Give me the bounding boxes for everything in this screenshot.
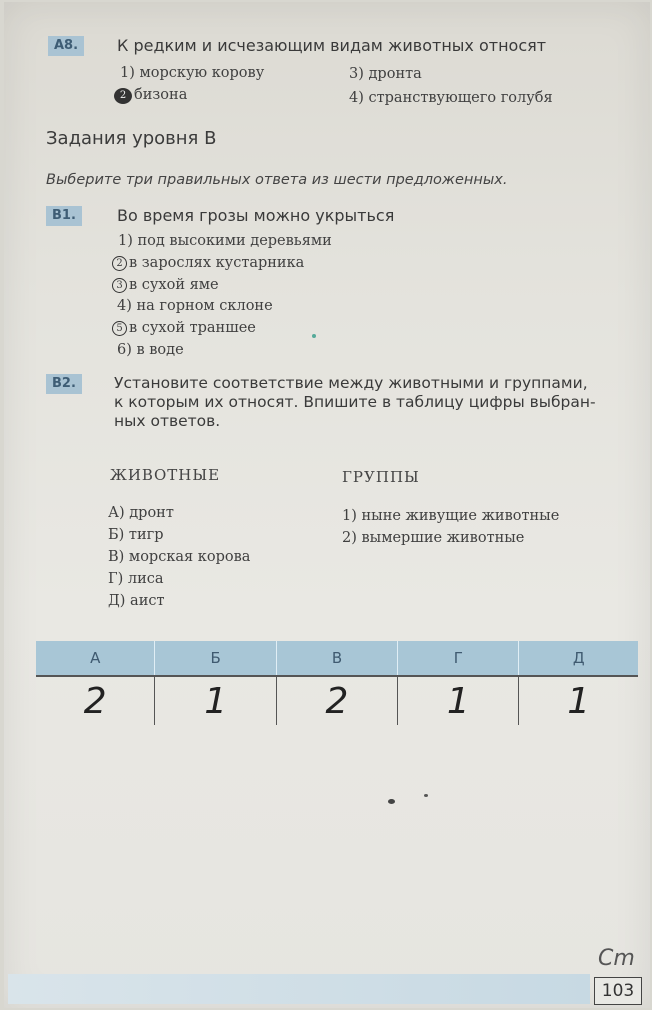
question-label-b2: В2. <box>46 374 82 394</box>
question-text-a8: К редким и исчезающим видам животных относят <box>117 36 547 55</box>
ink-speck <box>424 794 428 797</box>
section-title: Задания уровня В <box>46 128 217 149</box>
ink-speck <box>388 799 395 804</box>
answer-cell[interactable]: 1 <box>398 676 519 725</box>
groups-heading: ГРУППЫ <box>342 468 420 486</box>
header-cell: Б <box>155 641 276 676</box>
circled-answer-icon: 5 <box>112 321 127 336</box>
textbook-page <box>4 2 650 1008</box>
a8-option-4: 4) странствующего голубя <box>349 90 553 106</box>
question-text-b1: Во время грозы можно укрыться <box>117 206 395 225</box>
answer-cell[interactable]: 2 <box>36 676 155 725</box>
question-label-b1: В1. <box>46 206 82 226</box>
list-item: 2) вымершие животные <box>342 530 525 546</box>
circled-answer-icon: 2 <box>114 88 132 104</box>
a8-option-1: 1) морскую корову <box>120 65 265 81</box>
list-item: А) дронт <box>108 505 174 521</box>
animals-heading: ЖИВОТНЫЕ <box>110 466 221 484</box>
circled-answer-icon: 2 <box>112 256 127 271</box>
answer-cell[interactable]: 2 <box>276 676 397 725</box>
header-cell: В <box>276 641 397 676</box>
header-cell: Г <box>398 641 519 676</box>
a8-option-3: 3) дронта <box>349 66 422 82</box>
b1-option-3: 3 в сухой яме <box>112 277 219 293</box>
page-number: 103 <box>594 977 642 1005</box>
header-cell: А <box>36 641 155 676</box>
list-item: Б) тигр <box>108 527 164 543</box>
answer-table <box>36 641 638 725</box>
question-text-b2: Установите соответствие между животными и группами, к которым их относят. Впишите в таблицу цифры выбран- ных ответов. <box>114 374 596 430</box>
answer-table-header <box>36 641 638 676</box>
footer-bar <box>8 974 590 1004</box>
handwritten-note: Cm <box>598 946 635 971</box>
groups-list <box>342 505 559 549</box>
b1-option-4: 4) на горном склоне <box>117 298 273 314</box>
answer-row <box>36 676 638 725</box>
b1-option-1: 1) под высокими деревьями <box>118 233 332 249</box>
answer-cell[interactable]: 1 <box>155 676 276 725</box>
list-item: В) морская корова <box>108 549 251 565</box>
ink-speck <box>312 334 316 338</box>
b1-option-5: 5 в сухой траншее <box>112 320 256 336</box>
animals-list <box>108 502 250 612</box>
section-instruction: Выберите три правильных ответа из шести предложенных. <box>46 172 508 188</box>
a8-option-2: 2 бизона <box>114 87 187 104</box>
question-label-a8: А8. <box>48 36 84 56</box>
list-item: 1) ныне живущие животные <box>342 508 560 524</box>
header-cell: Д <box>519 641 638 676</box>
answer-cell[interactable]: 1 <box>519 676 638 725</box>
b1-option-2: 2 в зарослях кустарника <box>112 255 304 271</box>
b1-option-6: 6) в воде <box>117 342 184 358</box>
list-item: Д) аист <box>108 593 165 609</box>
list-item: Г) лиса <box>108 571 164 587</box>
circled-answer-icon: 3 <box>112 278 127 293</box>
